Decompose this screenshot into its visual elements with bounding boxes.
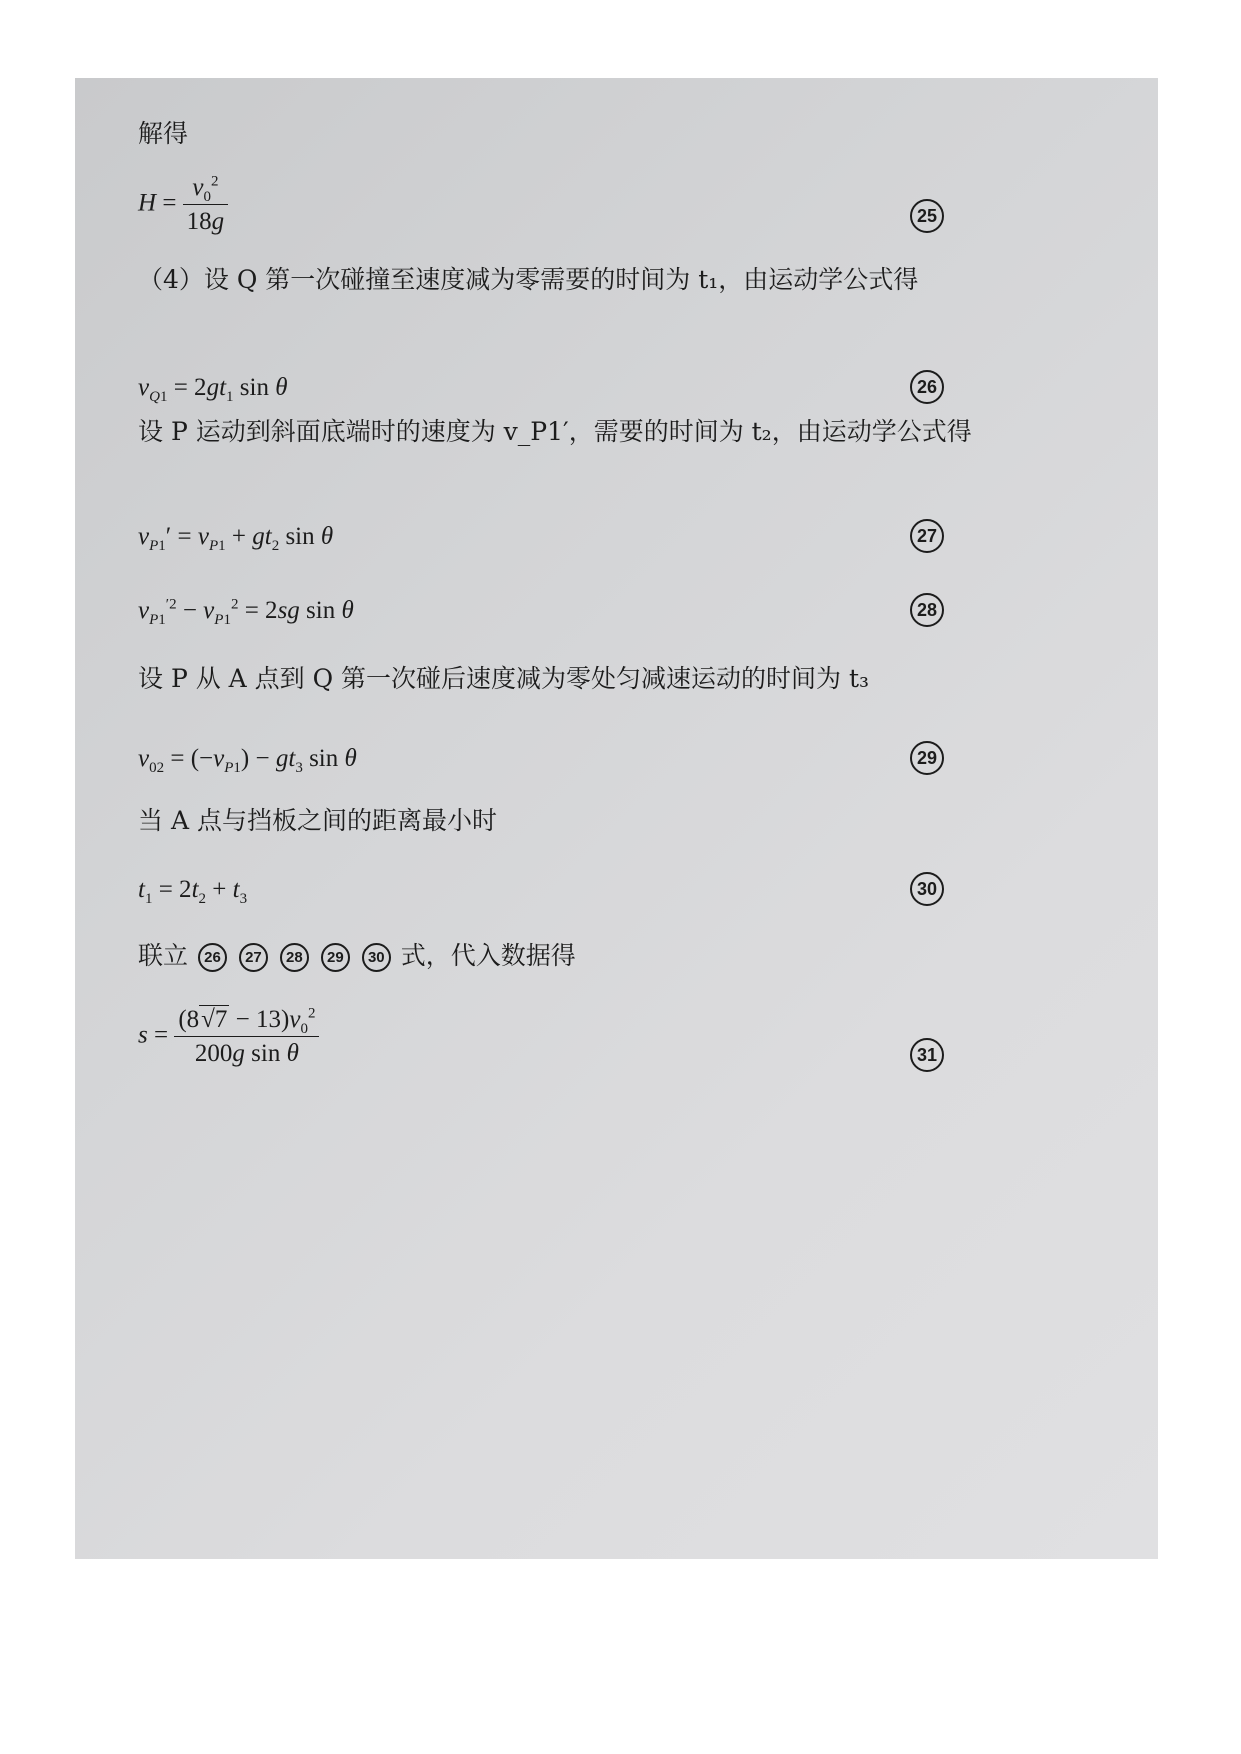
- text-combine: [138, 940, 576, 972]
- ref-26: 26: [198, 943, 227, 972]
- combine-suffix: 式，代入数据得: [400, 941, 576, 970]
- ref-30: 30: [362, 943, 391, 972]
- text-min-dist: 当 A 点与挡板之间的距离最小时: [138, 806, 497, 835]
- ref-29: 29: [321, 943, 350, 972]
- equation-27: $v_{P1}' = v_{P1} + gt_2$ sin θ: [138, 523, 334, 554]
- equation-30: $t_1 = 2t_2 + t_3$: [138, 876, 248, 907]
- equation-31: s = $\frac{(8√7 - 13)v_0^2}{\text{200g sin θ}}$: [138, 1004, 319, 1070]
- text-p-from-a: 设 P 从 A 点到 Q 第一次碰后速度减为零处匀减速运动的时间为 t₃: [138, 664, 870, 693]
- equation-number-31: 31: [910, 1038, 944, 1072]
- equation-number-27: 27: [910, 519, 944, 553]
- equation-number-28: 28: [910, 593, 944, 627]
- equation-number-25: 25: [910, 199, 944, 233]
- text-para4: （4）设 Q 第一次碰撞至速度减为零需要的时间为 t₁，由运动学公式得: [138, 265, 919, 294]
- equation-number-29: 29: [910, 741, 944, 775]
- ref-28: 28: [280, 943, 309, 972]
- equation-25: H = $\frac{v_0^2}{18g}$: [138, 172, 228, 238]
- equation-number-26: 26: [910, 370, 944, 404]
- equation-26: $v_{Q1} = 2gt_1$ sin θ: [138, 374, 288, 405]
- combine-prefix: 联立: [138, 941, 189, 970]
- equation-29: $v_{02} = (-v_{P1}) - gt_3$ sin θ: [138, 745, 357, 776]
- ref-27: 27: [239, 943, 268, 972]
- document-page: [75, 78, 1158, 1559]
- text-p-bottom: 设 P 运动到斜面底端时的速度为 v_P1′，需要的时间为 t₂，由运动学公式得: [138, 417, 972, 446]
- equation-28: $v_{P1}^{'2} - v_{P1}^2 = 2sg$ sin θ: [138, 596, 354, 628]
- text-jiede: 解得: [138, 119, 189, 148]
- equation-number-30: 30: [910, 872, 944, 906]
